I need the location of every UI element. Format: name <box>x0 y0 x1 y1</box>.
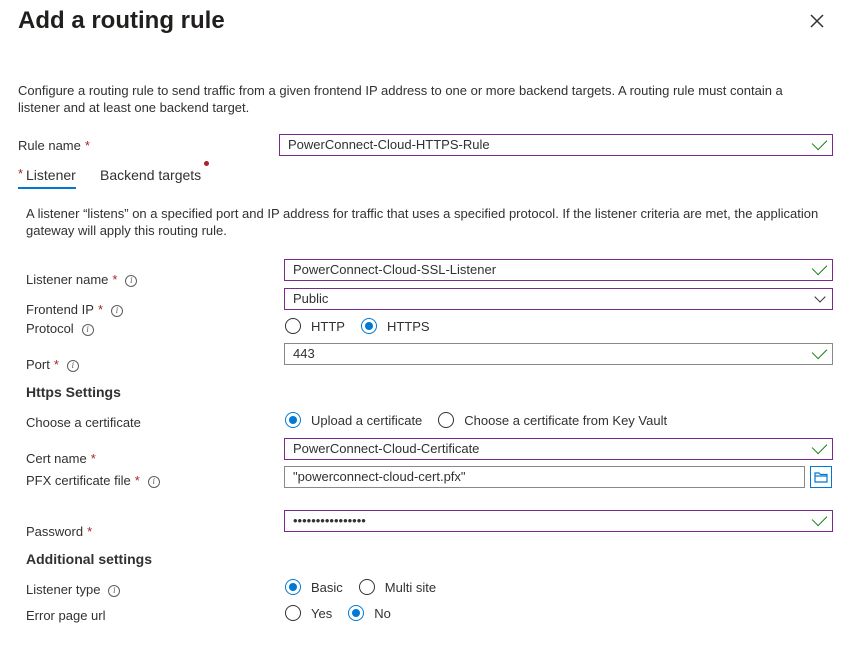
protocol-http-label: HTTP <box>311 318 345 334</box>
frontend-ip-label: Frontend IP * i <box>26 301 123 319</box>
error-page-no-radio[interactable] <box>348 605 364 621</box>
info-icon[interactable]: i <box>108 585 120 597</box>
browse-file-button[interactable] <box>810 466 832 488</box>
pfx-file-label: PFX certificate file * i <box>26 472 160 490</box>
listener-type-label: Listener type i <box>26 581 120 599</box>
protocol-label: Protocol i <box>26 320 94 338</box>
listener-type-multisite-label: Multi site <box>384 579 437 595</box>
protocol-https-label: HTTPS <box>386 318 430 334</box>
key-vault-certificate-label: Choose a certificate from Key Vault <box>464 412 668 428</box>
error-page-yes-radio[interactable] <box>285 605 301 621</box>
chevron-down-icon <box>814 291 825 302</box>
checkmark-icon <box>812 439 828 455</box>
password-label: Password * <box>26 524 93 539</box>
checkmark-icon <box>812 511 828 527</box>
frontend-ip-select[interactable]: Public <box>284 288 833 310</box>
cert-name-label: Cert name * <box>26 451 96 466</box>
tab-listener-underline <box>18 187 76 189</box>
port-label: Port * i <box>26 356 79 374</box>
error-page-no-label: No <box>374 605 391 621</box>
checkmark-icon <box>812 260 828 276</box>
additional-settings-heading: Additional settings <box>26 551 152 567</box>
listener-type-multisite-radio[interactable] <box>359 579 375 595</box>
error-page-url-label: Error page url <box>26 608 106 623</box>
info-icon[interactable]: i <box>111 305 123 317</box>
listener-description: A listener “listens” on a specified port and IP address for traffic that uses a specified protocol. If the listener criteria are met, the application gateway will apply this routing rule. <box>26 206 819 238</box>
choose-certificate-label: Choose a certificate <box>26 415 141 430</box>
panel-description: Configure a routing rule to send traffic from a given frontend IP address to one or more backend targets. A routing rule must contain a listener and at least one backend target. <box>18 83 783 115</box>
port-input[interactable]: 443 <box>284 343 833 365</box>
rule-name-input[interactable]: PowerConnect-Cloud-HTTPS-Rule <box>279 134 833 156</box>
listener-name-label: Listener name * i <box>26 271 137 289</box>
tab-backend-targets[interactable]: Backend targets <box>100 167 202 183</box>
checkmark-icon <box>812 344 828 360</box>
protocol-radio-group <box>285 315 446 337</box>
error-page-yes-label: Yes <box>311 605 333 621</box>
upload-certificate-label: Upload a certificate <box>311 412 423 428</box>
info-icon[interactable]: i <box>148 476 160 488</box>
listener-type-basic-label: Basic <box>311 579 343 595</box>
info-icon[interactable]: i <box>67 360 79 372</box>
info-icon[interactable]: i <box>82 324 94 336</box>
info-icon[interactable]: i <box>125 275 137 287</box>
close-icon[interactable] <box>806 10 828 32</box>
protocol-https-radio[interactable] <box>361 318 377 334</box>
cert-name-input[interactable]: PowerConnect-Cloud-Certificate <box>284 438 833 460</box>
listener-type-basic-radio[interactable] <box>285 579 301 595</box>
pfx-file-input[interactable]: "powerconnect-cloud-cert.pfx" <box>284 466 805 488</box>
password-input[interactable]: •••••••••••••••• <box>284 510 833 532</box>
listener-name-input[interactable]: PowerConnect-Cloud-SSL-Listener <box>284 259 833 281</box>
https-settings-heading: Https Settings <box>26 384 121 400</box>
rule-name-label: Rule name * <box>18 138 90 153</box>
tab-backend-error-dot <box>204 161 209 166</box>
upload-certificate-radio[interactable] <box>285 412 301 428</box>
key-vault-certificate-radio[interactable] <box>438 412 454 428</box>
panel-title: Add a routing rule <box>18 7 225 34</box>
folder-icon <box>814 471 828 483</box>
choose-certificate-radio-group <box>285 409 683 431</box>
tab-listener-required: * <box>18 166 24 181</box>
protocol-http-radio[interactable] <box>285 318 301 334</box>
error-page-url-radio-group <box>285 602 407 624</box>
listener-type-radio-group <box>285 576 452 598</box>
tab-listener[interactable]: Listener <box>26 167 76 183</box>
checkmark-icon <box>812 135 828 151</box>
